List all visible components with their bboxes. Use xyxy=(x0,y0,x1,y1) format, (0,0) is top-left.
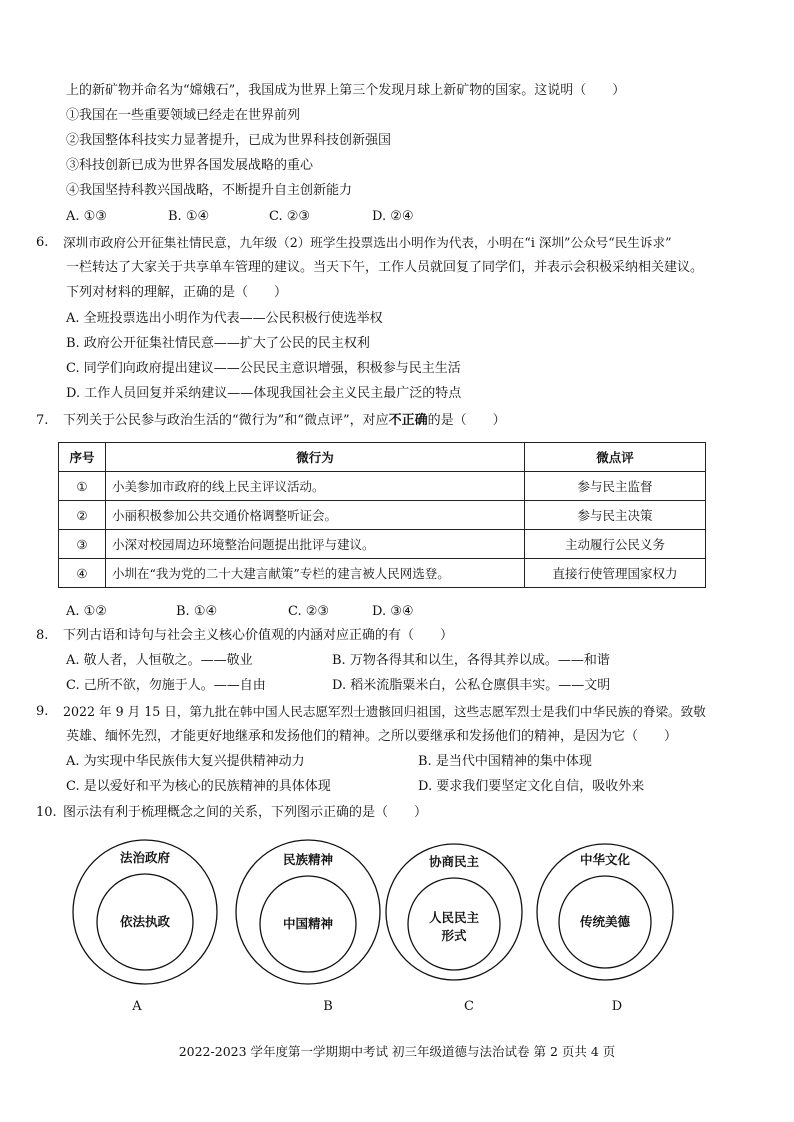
diagram-c[interactable] xyxy=(386,844,522,1014)
q6-stem: 下列对材料的理解，正确的是（ ） xyxy=(66,285,288,300)
q7-option-d[interactable]: D. ③④ xyxy=(372,604,414,619)
q10-number: 10. xyxy=(36,805,57,820)
table-header-row xyxy=(59,443,706,472)
outer-label: 中华文化 xyxy=(579,852,631,867)
row-comment: 直接行使管理国家权力 xyxy=(525,559,706,588)
q6-option-a[interactable]: A. 全班投票选出小明作为代表——公民积极行使选举权 xyxy=(66,311,383,326)
inner-label: 中国精神 xyxy=(282,916,334,931)
q8-stem: 下列古语和诗句与社会主义核心价值观的内涵对应正确的有（ ） xyxy=(63,628,454,643)
q5-option-b[interactable]: B. ①④ xyxy=(168,209,210,224)
q9-stem: 英雄、缅怀先烈，才能更好地继承和发扬他们的精神。之所以要继承和发扬他们的精神，是因为它（ ） xyxy=(66,729,678,744)
q5-option-d[interactable]: D. ②④ xyxy=(372,209,414,224)
q7-number: 7. xyxy=(36,413,49,428)
q10-diagrams xyxy=(0,830,794,1020)
diagram-letter: B xyxy=(323,999,333,1014)
row-number: ① xyxy=(59,472,106,501)
q8-number: 8. xyxy=(36,628,49,643)
q5-statement: ④我国坚持科教兴国战略，不断提升自主创新能力 xyxy=(66,183,353,198)
row-action: 小深对校园周边环境整治问题提出批评与建议。 xyxy=(106,530,525,559)
row-comment: 参与民主决策 xyxy=(525,501,706,530)
q7-stem-before: 下列关于公民参与政治生活的“微行为”和“微点评”，对应 xyxy=(63,413,389,428)
q6-stem: 深圳市政府公开征集社情民意，九年级（2）班学生投票选出小明作为代表，小明在“i 深圳”公众号“民生诉求” xyxy=(63,235,672,250)
inner-label-line1: 人民民主 xyxy=(428,910,480,925)
header-number: 序号 xyxy=(59,443,106,472)
q5-statement: ③科技创新已成为世界各国发展战略的重心 xyxy=(66,158,314,173)
q7-table xyxy=(58,442,706,588)
table-row xyxy=(59,530,706,559)
q7-option-a[interactable]: A. ①② xyxy=(66,604,107,619)
q6-stem: 一栏转达了大家关于共享单车管理的建议。当天下午，工作人员就回复了同学们，并表示会积极采纳相关建议。 xyxy=(66,260,704,275)
table-row xyxy=(59,501,706,530)
row-action: 小丽积极参加公共交通价格调整听证会。 xyxy=(106,501,525,530)
q6-option-b[interactable]: B. 政府公开征集社情民意——扩大了公民的民主权利 xyxy=(66,336,370,351)
q9-option-a[interactable]: A. 为实现中华民族伟大复兴提供精神动力 xyxy=(66,754,305,769)
q6-number: 6. xyxy=(36,235,49,250)
inner-label: 依法执政 xyxy=(119,914,171,929)
q5-statement: ①我国在一些重要领域已经走在世界前列 xyxy=(66,108,301,123)
q9-option-b[interactable]: B. 是当代中国精神的集中体现 xyxy=(418,754,592,769)
q7-stem-after: 的是（ ） xyxy=(427,413,506,428)
q8-option-a[interactable]: A. 敬人者，人恒敬之。——敬业 xyxy=(66,653,253,668)
row-comment: 参与民主监督 xyxy=(525,472,706,501)
outer-label: 民族精神 xyxy=(282,852,334,867)
diagram-d[interactable] xyxy=(537,844,673,1014)
q5-option-a[interactable]: A. ①③ xyxy=(66,209,107,224)
row-number: ② xyxy=(59,501,106,530)
q9-stem: 2022 年 9 月 15 日，第九批在韩中国人民志愿军烈士遗骸回归祖国，这些志愿军烈士是我们中华民族的脊梁。致敬 xyxy=(63,704,706,719)
q8-option-c[interactable]: C. 己所不欲，勿施于人。——自由 xyxy=(66,678,266,693)
row-number: ③ xyxy=(59,530,106,559)
q7-stem-emphasis: 不正确 xyxy=(388,413,428,428)
q10-stem: 图示法有利于梳理概念之间的关系，下列图示正确的是（ ） xyxy=(63,805,428,820)
q7-stem xyxy=(63,412,506,430)
diagram-letter: C xyxy=(464,999,474,1014)
q6-option-d[interactable]: D. 工作人员回复并采纳建议——体现我国社会主义民主最广泛的特点 xyxy=(66,386,462,401)
q8-option-d[interactable]: D. 稻米流脂粟米白，公私仓廪俱丰实。——文明 xyxy=(332,678,611,693)
table-row xyxy=(59,559,706,588)
header-action: 微行为 xyxy=(106,443,525,472)
inner-label: 传统美德 xyxy=(579,914,631,929)
diagram-letter: A xyxy=(132,999,142,1014)
row-action: 小圳在“我为党的二十大建言献策”专栏的建言被人民网选登。 xyxy=(106,559,525,588)
q7-option-b[interactable]: B. ①④ xyxy=(176,604,218,619)
row-number: ④ xyxy=(59,559,106,588)
page-footer: 2022-2023 学年度第一学期期中考试 初三年级道德与法治试卷 第 2 页共 4 页 xyxy=(178,1044,616,1059)
q8-option-b[interactable]: B. 万物各得其和以生，各得其养以成。——和谐 xyxy=(332,653,610,668)
row-action: 小美参加市政府的线上民主评议活动。 xyxy=(106,472,525,501)
q9-option-c[interactable]: C. 是以爱好和平为核心的民族精神的具体体现 xyxy=(66,779,331,794)
table-row xyxy=(59,472,706,501)
diagram-b[interactable] xyxy=(236,840,380,1014)
q5-stem-tail: 上的新矿物并命名为“嫦娥石”，我国成为世界上第三个发现月球上新矿物的国家。这说明（ ） xyxy=(66,83,626,98)
q7-option-c[interactable]: C. ②③ xyxy=(288,604,330,619)
outer-label: 法治政府 xyxy=(119,850,171,865)
row-comment: 主动履行公民义务 xyxy=(525,530,706,559)
q5-option-c[interactable]: C. ②③ xyxy=(269,209,311,224)
header-comment: 微点评 xyxy=(525,443,706,472)
inner-label-line2: 形式 xyxy=(441,928,467,943)
q9-option-d[interactable]: D. 要求我们要坚定文化自信，吸收外来 xyxy=(418,779,645,794)
diagram-letter: D xyxy=(611,999,623,1014)
diagram-a[interactable] xyxy=(73,840,217,1014)
q5-statement: ②我国整体科技实力显著提升，已成为世界科技创新强国 xyxy=(66,133,392,148)
q6-option-c[interactable]: C. 同学们向政府提出建议——公民民主意识增强，积极参与民主生活 xyxy=(66,361,461,376)
outer-label: 协商民主 xyxy=(428,854,480,869)
q9-number: 9. xyxy=(36,704,49,719)
